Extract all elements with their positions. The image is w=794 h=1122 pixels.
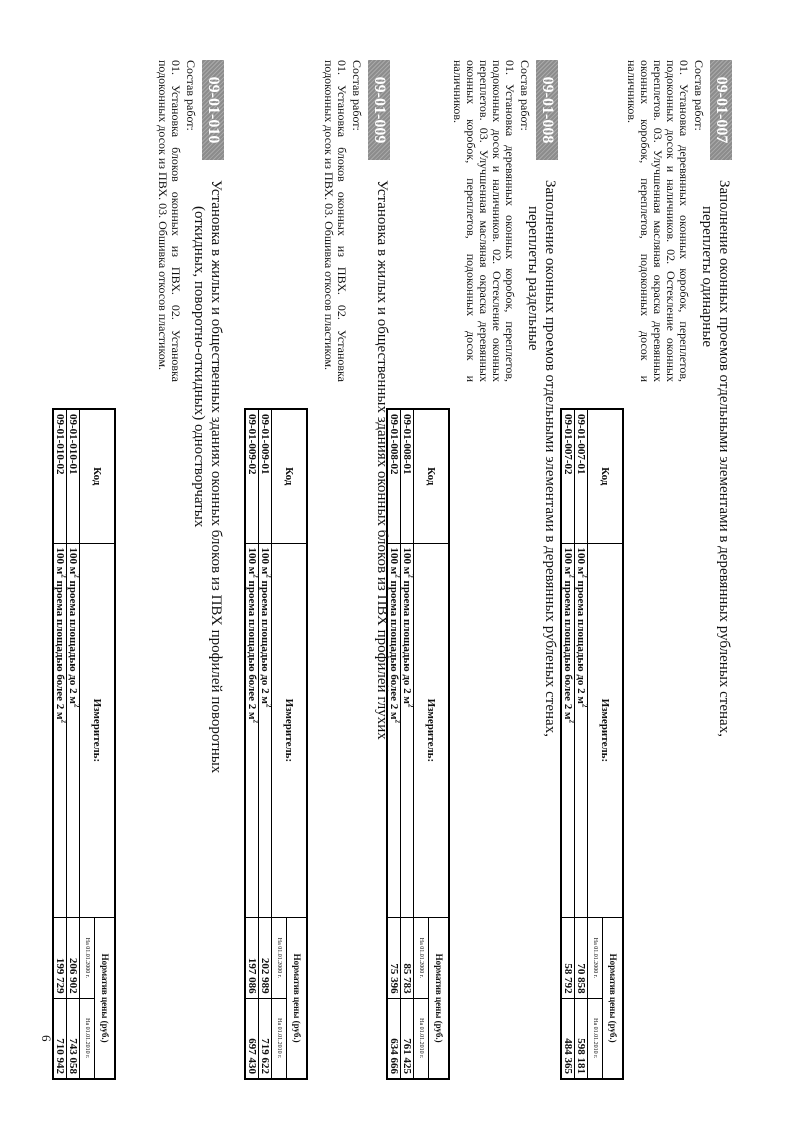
header-date-2010: На 01.01.2010 г.	[80, 998, 95, 1079]
row-price-2010: 697 430	[245, 998, 259, 1079]
section-title	[524, 180, 558, 1060]
row-price-2010: 743 058	[67, 998, 80, 1079]
header-norm: Норматив цены (руб.)	[95, 918, 115, 1079]
price-table	[560, 408, 624, 1080]
row-code: 09-01-008-01	[401, 409, 414, 543]
header-norm: Норматив цены (руб.)	[603, 918, 623, 1079]
row-measure: 100 $м^2$ проема площадью до 2 $м^2$	[259, 543, 272, 918]
row-price-2000: 58 792	[561, 918, 575, 998]
header-date-2000: На 01.01.2000 г.	[414, 918, 429, 998]
header-measure: Измеритель:	[414, 543, 450, 918]
row-price-2000: 202 989	[259, 918, 272, 998]
row-price-2000: 85 783	[401, 918, 414, 998]
row-code: 09-01-009-01	[259, 409, 272, 543]
row-code: 09-01-010-01	[67, 409, 80, 543]
table-row	[561, 409, 575, 1079]
row-price-2010: 710 942	[53, 998, 67, 1079]
header-date-2000: На 01.01.2000 г.	[80, 918, 95, 998]
row-code: 09-01-008-02	[387, 409, 401, 543]
row-code: 09-01-007-02	[561, 409, 575, 543]
price-table	[244, 408, 308, 1080]
row-price-2010: 598 181	[575, 998, 588, 1079]
composition-label: Состав работ:	[184, 60, 198, 131]
header-norm: Норматив цены (руб.)	[287, 918, 307, 1079]
row-code: 09-01-009-02	[245, 409, 259, 543]
header-date-2010: На 01.01.2010 г.	[272, 998, 287, 1079]
table-row	[67, 409, 80, 1079]
header-date-2000: На 01.01.2000 г.	[272, 918, 287, 998]
composition-label: Состав работ:	[350, 60, 364, 131]
header-measure: Измеритель:	[80, 543, 116, 918]
composition-text: 01. Установка блоков оконных из ПВХ. 02. Установка подоконных досок из ПВХ. 03. Обшивка откосов пластиком.	[322, 60, 349, 382]
section-code-badge: 09-01-010	[202, 60, 224, 160]
row-measure: 100 $м^2$ проема площадью до 2 $м^2$	[401, 543, 414, 918]
section-code-badge: 09-01-009	[368, 60, 390, 160]
price-table	[52, 408, 116, 1080]
row-code: 09-01-007-01	[575, 409, 588, 543]
header-date-2010: На 01.01.2010 г.	[588, 998, 603, 1079]
header-measure: Измеритель:	[588, 543, 624, 918]
row-measure: 100 $м^2$ проема площадью более 2 $м^2$	[245, 543, 259, 918]
section-title	[698, 180, 732, 1060]
row-measure: 100 $м^2$ проема площадью более 2 $м^2$	[53, 543, 67, 918]
section-title-line2: переплеты одинарные	[699, 206, 715, 348]
section-title-line2: (откидных, поворотно-откидных) одностворчатых	[191, 206, 207, 528]
row-price-2010: 761 425	[401, 998, 414, 1079]
section-title	[190, 180, 224, 1060]
page-number: 6	[39, 1035, 54, 1042]
row-measure: 100 $м^2$ проема площадью более 2 $м^2$	[387, 543, 401, 918]
row-price-2000: 70 858	[575, 918, 588, 998]
composition-label: Состав работ:	[692, 60, 706, 131]
row-measure: 100 $м^2$ проема площадью более 2 $м^2$	[561, 543, 575, 918]
table-row	[259, 409, 272, 1079]
row-price-2000: 199 729	[53, 918, 67, 998]
section-code-badge: 09-01-008	[536, 60, 558, 160]
row-measure: 100 $м^2$ проема площадью до 2 $м^2$	[67, 543, 80, 918]
header-code: Код	[272, 409, 308, 543]
table-row	[401, 409, 414, 1079]
section-title-line1: Заполнение оконных проемов отдельными элементами в деревянных рубленых стенах,	[542, 180, 558, 737]
header-date-2000: На 01.01.2000 г.	[588, 918, 603, 998]
row-price-2010: 484 365	[561, 998, 575, 1079]
composition-text: 01. Установка деревянных оконных коробок, переплетов, подоконных досок и наличников. 02. Остекление оконных переплетов. 03. Улучшенная масляная окраска деревянных оконных коробок, переплетов, подоконных досок и наличников.	[625, 60, 691, 382]
section-code-badge: 09-01-007	[710, 60, 732, 160]
header-code: Код	[414, 409, 450, 543]
row-measure: 100 $м^2$ проема площадью до 2 $м^2$	[575, 543, 588, 918]
row-price-2000: 206 902	[67, 918, 80, 998]
table-row	[575, 409, 588, 1079]
composition-text: 01. Установка блоков оконных из ПВХ. 02. Установка подоконных досок из ПВХ. 03. Обшивка откосов пластиком.	[156, 60, 183, 382]
composition-label: Состав работ:	[518, 60, 532, 131]
section-title-line1: Заполнение оконных проемов отдельными элементами в деревянных рубленых стенах,	[716, 180, 732, 737]
header-norm: Норматив цены (руб.)	[429, 918, 449, 1079]
header-measure: Измеритель:	[272, 543, 308, 918]
table-row	[53, 409, 67, 1079]
section-title-line2: переплеты раздельные	[525, 206, 541, 351]
composition-text: 01. Установка деревянных оконных коробок, переплетов, подоконных досок и наличников. 02. Остекление оконных переплетов. 03. Улучшенная масляная окраска деревянных оконных коробок, переплетов, подоконных досок и наличников.	[451, 60, 517, 382]
row-price-2000: 197 086	[245, 918, 259, 998]
header-date-2010: На 01.01.2010 г.	[414, 998, 429, 1079]
row-code: 09-01-010-02	[53, 409, 67, 543]
price-table	[386, 408, 450, 1080]
section-title-line1: Установка в жилых и общественных зданиях оконных блоков из ПВХ профилей глухих	[374, 180, 390, 740]
row-price-2000: 75 396	[387, 918, 401, 998]
header-code: Код	[80, 409, 116, 543]
table-row	[245, 409, 259, 1079]
row-price-2010: 634 666	[387, 998, 401, 1079]
section-title	[373, 180, 390, 1060]
header-code: Код	[588, 409, 624, 543]
section-title-line1: Установка в жилых и общественных зданиях оконных блоков из ПВХ профилей поворотных	[208, 180, 224, 774]
row-price-2010: 719 622	[259, 998, 272, 1079]
